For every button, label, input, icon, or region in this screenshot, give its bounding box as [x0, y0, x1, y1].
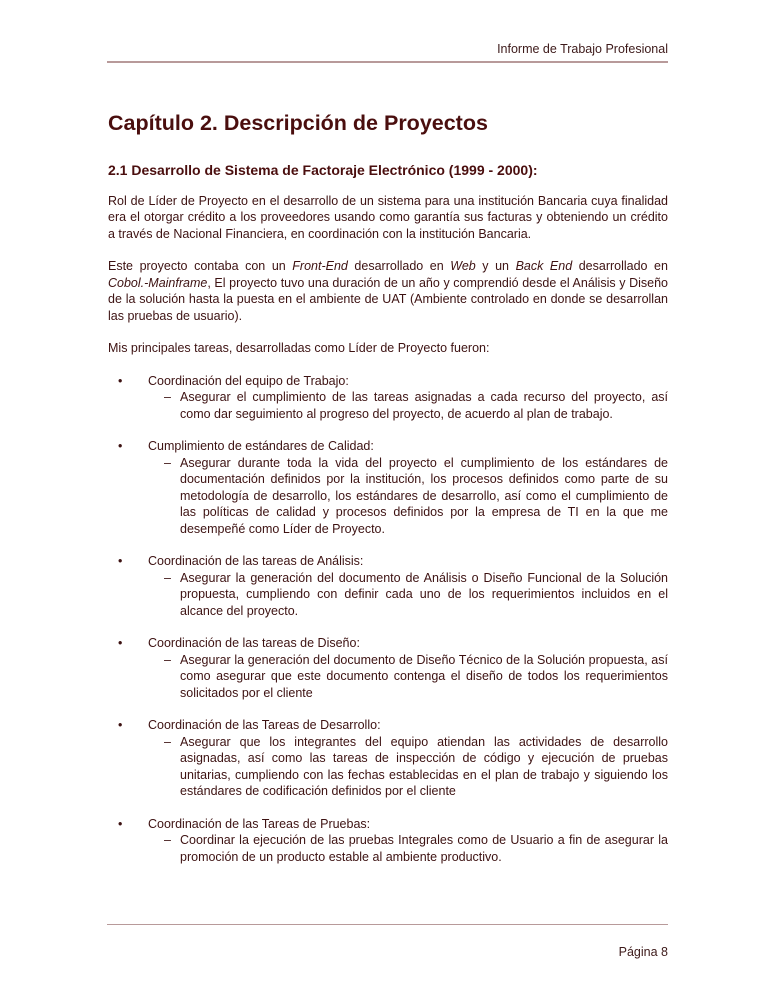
- paragraph-tasks-intro: Mis principales tareas, desarrolladas como Líder de Proyecto fueron:: [108, 341, 490, 355]
- italic-term: Cobol.-Mainframe: [108, 275, 208, 290]
- section-title: 2.1 Desarrollo de Sistema de Factoraje Electrónico (1999 - 2000):: [108, 162, 538, 178]
- text: y un: [475, 259, 516, 273]
- task-detail-text: Asegurar el cumplimiento de las tareas asignadas a cada recurso del proyecto, así como dar seguimiento al progreso del proyecto, de acuerdo al plan de trabajo.: [180, 390, 668, 421]
- dash-icon: –: [164, 455, 171, 470]
- paragraph-project: [108, 258, 668, 324]
- text: Este proyecto contaba con un: [108, 259, 293, 273]
- bullet-icon: •: [118, 816, 123, 831]
- task-item: [108, 635, 668, 701]
- paragraph-role: Rol de Líder de Proyecto en el desarrollo de un sistema para una institución Bancaria cuya finalidad era el otorgar crédito a los proveedores usando como garantía sus facturas y obteniendo un crédito a través de Nacional Financiera, en coordinación con la institución Bancaria.: [108, 193, 668, 241]
- task-title: Coordinación de las Tareas de Desarrollo:: [148, 718, 381, 732]
- page-header: Informe de Trabajo Profesional: [107, 42, 668, 63]
- task-detail: [148, 832, 668, 865]
- task-title: Coordinación de las tareas de Análisis:: [148, 554, 364, 568]
- task-title: Coordinación de las tareas de Diseño:: [148, 636, 360, 650]
- dash-icon: –: [164, 570, 171, 585]
- text: desarrollado en: [347, 259, 451, 273]
- task-item: [108, 553, 668, 619]
- text: desarrollado en: [572, 259, 668, 273]
- task-title: Cumplimiento de estándares de Calidad:: [148, 439, 374, 453]
- dash-icon: –: [164, 390, 171, 404]
- bullet-icon: •: [118, 373, 123, 388]
- task-title: Coordinación del equipo de Trabajo:: [148, 373, 349, 388]
- task-detail: [148, 652, 668, 702]
- task-item: [108, 717, 668, 800]
- page-number: Página 8: [618, 945, 668, 959]
- italic-term: Back End: [515, 259, 573, 273]
- dash-icon: –: [164, 734, 171, 749]
- task-list: [108, 373, 668, 866]
- task-detail: [148, 570, 668, 620]
- page-content: [108, 110, 668, 881]
- text: , El proyecto tuvo una duración de un año y comprendió desde el Análisis y Diseño de la solución hasta la puesta en el ambiente de UAT (Ambiente controlado en donde se desarrollan las pruebas de usuario).: [108, 275, 668, 323]
- task-item: [108, 373, 668, 423]
- italic-term: Front-End: [292, 259, 348, 273]
- task-detail: [148, 734, 668, 800]
- task-detail-text: Asegurar la generación del documento de Análisis o Diseño Funcional de la Solución propuesta, cumpliendo con definir cada uno de los requerimientos incluidos en el alcance del proyecto.: [180, 570, 668, 618]
- task-detail-text: Asegurar durante toda la vida del proyecto el cumplimiento de los estándares de documentación definidos por la institución, los procesos definidos como parte de su metodología de desarrollo, los estándares de desarrollo, así como el cumplimiento de las políticas de calidad y procesos definidos por la empresa de TI en la que me desempeñé como Líder de Proyecto.: [180, 455, 668, 536]
- italic-term: Web: [450, 259, 476, 273]
- task-detail-text: Asegurar la generación del documento de Diseño Técnico de la Solución propuesta, así como asegurar que este documento contenga el diseño de todos los requerimientos solicitados por el cliente: [180, 652, 668, 700]
- bullet-icon: •: [118, 554, 123, 568]
- dash-icon: –: [164, 652, 171, 667]
- dash-icon: –: [164, 833, 171, 847]
- bullet-icon: •: [118, 439, 123, 453]
- task-item: [108, 816, 668, 866]
- task-detail-text: Coordinar la ejecución de las pruebas Integrales como de Usuario a fin de asegurar la promoción de un producto estable al ambiente productivo.: [180, 833, 668, 864]
- task-title: Coordinación de las Tareas de Pruebas:: [148, 816, 371, 831]
- task-detail-text: Asegurar que los integrantes del equipo atiendan las actividades de desarrollo asignadas, así como las tareas de inspección de código y ejecución de pruebas unitarias, cumpliendo con las fechas establecidas en el plan de trabajo y siguiendo los estándares de codificación definidos por el cliente: [180, 734, 668, 798]
- chapter-title: Capítulo 2. Descripción de Proyectos: [108, 111, 488, 135]
- page-footer: [107, 924, 668, 959]
- task-detail: [148, 389, 668, 422]
- task-detail: [148, 455, 668, 538]
- task-item: [108, 438, 668, 537]
- bullet-icon: •: [118, 636, 123, 650]
- bullet-icon: •: [118, 718, 123, 732]
